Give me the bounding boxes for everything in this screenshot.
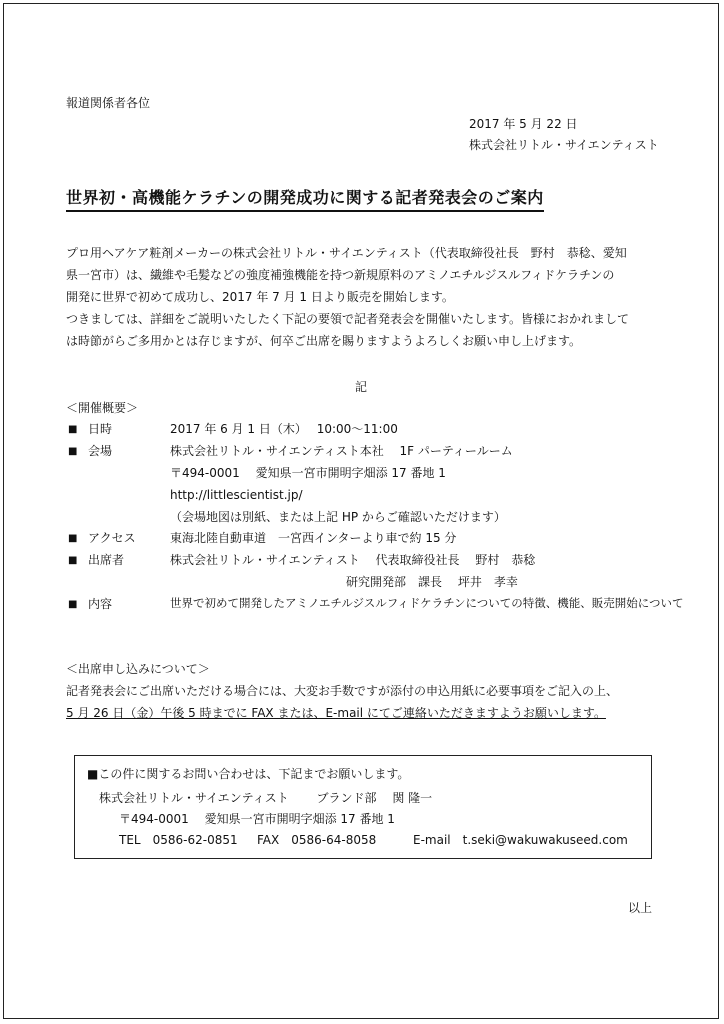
- datetime-value: 2017 年 6 月 1 日（木） 10:00～11:00: [170, 422, 398, 436]
- intro-line: 県一宮市）は、繊維や毛髪などの強度補強機能を持つ新規原料のアミノエチルジスルフィドケラチンの: [66, 268, 615, 282]
- datetime-label: 日時: [88, 422, 113, 436]
- contact-fax: FAX 0586-64-8058: [257, 833, 377, 847]
- attendee-line: 研究開発部 課長 坪井 孝幸: [346, 575, 518, 589]
- rsvp-deadline: 5 月 26 日（金）午後 5 時までに FAX または、E-mail にてご連絡いただきますようお願いします。: [66, 706, 606, 720]
- closing: 以上: [628, 901, 653, 915]
- contact-person: 株式会社リトル・サイエンティスト ブランド部 関 隆一: [99, 791, 433, 805]
- access-label: アクセス: [88, 531, 136, 545]
- ki-heading: 記: [355, 380, 368, 394]
- access-value: 東海北陸自動車道 一宮西インターより車で約 15 分: [170, 531, 457, 545]
- venue-label: 会場: [88, 444, 113, 458]
- contact-box: [74, 755, 652, 859]
- venue-url[interactable]: http://littlescientist.jp/: [170, 488, 303, 502]
- recipient: 報道関係者各位: [66, 96, 151, 110]
- attendee-line: 株式会社リトル・サイエンティスト 代表取締役社長 野村 恭稔: [170, 553, 536, 567]
- content-label: 内容: [88, 597, 113, 611]
- rsvp-line: 記者発表会にご出席いただける場合には、大変お手数ですが添付の申込用紙に必要事項をご記入の上、: [66, 684, 619, 698]
- intro-line: は時節がらご多用かとは存じますが、何卒ご出席を賜りますようよろしくお願い申し上げます。: [66, 334, 582, 348]
- overview-heading: ＜開催概要＞: [66, 401, 139, 415]
- contact-email[interactable]: E-mail t.seki@wakuwakuseed.com: [413, 833, 628, 847]
- issue-date: 2017 年 5 月 22 日: [469, 117, 578, 131]
- venue-note: （会場地図は別紙、または上記 HP からご確認いただけます）: [170, 510, 506, 524]
- intro-line: プロ用ヘアケア粧剤メーカーの株式会社リトル・サイエンティスト（代表取締役社長 野村 恭稔、愛知: [66, 246, 627, 260]
- contact-address: 〒494-0001 愛知県一宮市開明字畑添 17 番地 1: [119, 812, 395, 826]
- bullet-icon: ■: [68, 555, 78, 566]
- bullet-icon: ■: [68, 446, 78, 457]
- content-value: 世界で初めて開発したアミノエチルジスルフィドケラチンについての特徴、機能、販売開始について: [170, 596, 684, 610]
- contact-heading: ■この件に関するお問い合わせは、下記までお願いします。: [87, 767, 410, 781]
- issuer-company: 株式会社リトル・サイエンティスト: [469, 138, 659, 152]
- contact-tel: TEL 0586-62-0851: [119, 833, 238, 847]
- rsvp-heading: ＜出席申し込みについて＞: [66, 662, 210, 676]
- intro-line: つきましては、詳細をご説明いたしたく下記の要領で記者発表会を開催いたします。皆様におかれまして: [66, 312, 630, 326]
- attendees-label: 出席者: [88, 553, 125, 567]
- bullet-icon: ■: [68, 424, 78, 435]
- bullet-icon: ■: [68, 533, 78, 544]
- venue-line: 株式会社リトル・サイエンティスト本社 1F パーティールーム: [170, 444, 513, 458]
- document-title: 世界初・高機能ケラチンの開発成功に関する記者発表会のご案内: [66, 188, 544, 212]
- bullet-icon: ■: [68, 599, 78, 610]
- intro-line: 開発に世界で初めて成功し、2017 年 7 月 1 日より販売を開始します。: [66, 290, 454, 304]
- venue-line: 〒494-0001 愛知県一宮市開明字畑添 17 番地 1: [170, 466, 446, 480]
